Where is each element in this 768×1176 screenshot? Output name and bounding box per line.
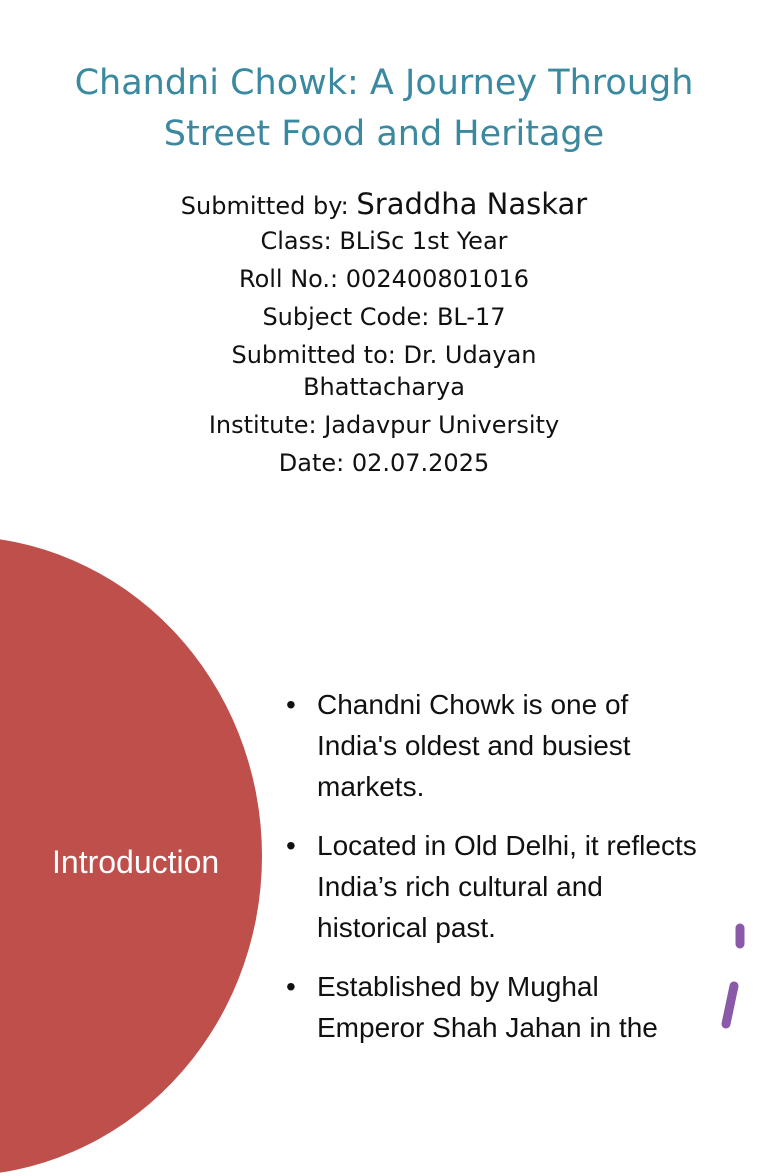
bullet-icon: • <box>286 689 296 720</box>
bullet-text: Chandni Chowk is one of India's oldest and busiest markets. <box>317 689 631 802</box>
bullet-icon: • <box>286 971 296 1002</box>
bullet-text: Established by Mughal Emperor Shah Jahan in the <box>317 971 658 1043</box>
slide-title: Chandni Chowk: A Journey Through Street Food and Heritage <box>74 63 694 154</box>
submitted-to-line1: Submitted to: Dr. Udayan <box>231 341 537 369</box>
bullet-text: Located in Old Delhi, it reflects India’s rich cultural and historical past. <box>317 830 697 943</box>
subject-code-row: Subject Code: BL-17 <box>262 303 506 331</box>
submitted-to-row <box>84 339 684 403</box>
bullet-list <box>282 684 712 1066</box>
submitted-by-label: Submitted by: <box>180 192 357 220</box>
institute-row: Institute: Jadavpur University <box>208 411 560 439</box>
submitted-to-line2: Bhattacharya <box>303 373 465 401</box>
submission-details <box>84 185 684 479</box>
bullet-icon: • <box>286 830 296 861</box>
list-item <box>282 966 712 1048</box>
class-row: Class: BLiSc 1st Year <box>260 227 508 255</box>
title-slide <box>0 0 768 576</box>
roll-number-row: Roll No.: 002400801016 <box>238 265 530 293</box>
student-name: Sraddha Naskar <box>356 187 588 221</box>
list-item <box>282 684 712 807</box>
submitted-by-row <box>84 185 684 225</box>
section-heading: Introduction <box>52 844 220 880</box>
decorative-stroke-icon <box>708 924 768 1024</box>
list-item <box>282 825 712 948</box>
date-row: Date: 02.07.2025 <box>278 449 490 477</box>
introduction-slide <box>0 576 768 1043</box>
